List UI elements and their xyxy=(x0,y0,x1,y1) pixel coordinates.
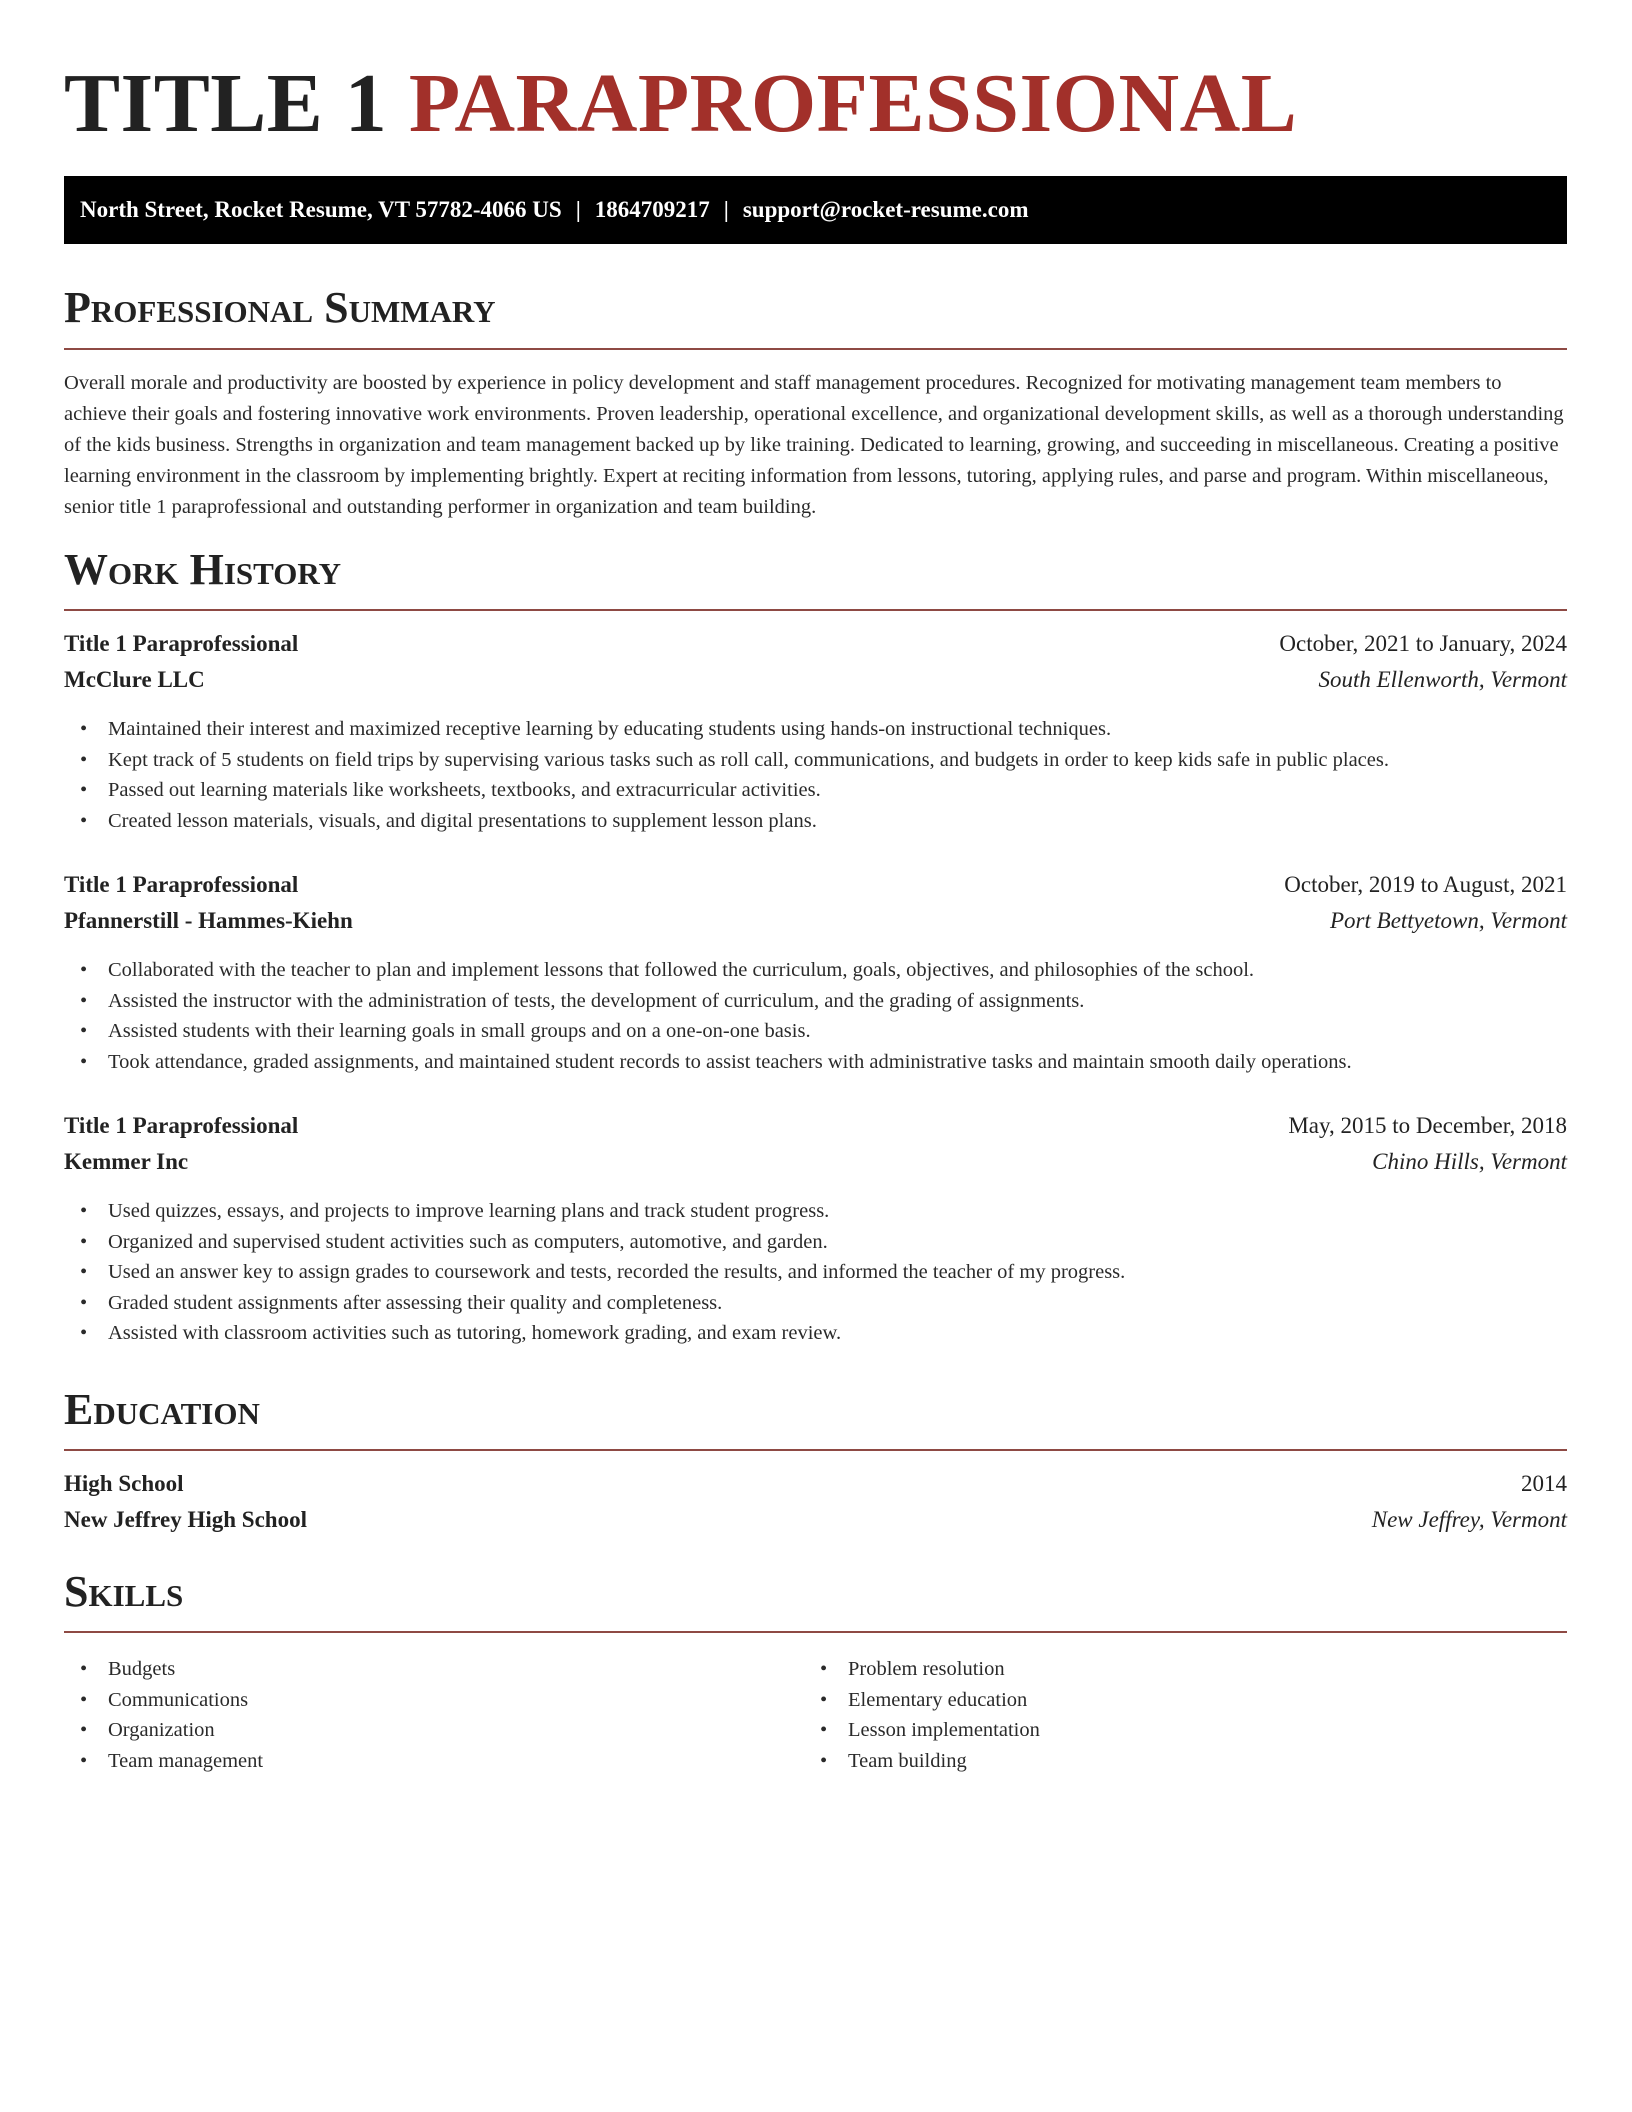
skills-column-right xyxy=(804,1654,1040,1776)
job-dates: October, 2021 to January, 2024 xyxy=(1279,631,1567,656)
job-entry xyxy=(64,626,1567,836)
education-school: New Jeffrey High School xyxy=(64,1507,307,1532)
education-header xyxy=(64,1466,1567,1502)
contact-email[interactable]: support@rocket-resume.com xyxy=(742,197,1029,222)
contact-bar xyxy=(64,176,1567,244)
education-subheader xyxy=(64,1502,1567,1538)
job-subheader xyxy=(64,1144,1567,1180)
contact-phone[interactable]: 1864709217 xyxy=(594,197,710,222)
job-location: South Ellenworth, Vermont xyxy=(1318,667,1567,692)
job-location: Chino Hills, Vermont xyxy=(1372,1149,1567,1174)
job-company: McClure LLC xyxy=(64,667,205,692)
job-bullets xyxy=(64,714,1567,836)
job-company: Kemmer Inc xyxy=(64,1149,189,1174)
skill-item: • Problem resolution xyxy=(804,1654,1040,1685)
contact-address: North Street, Rocket Resume, VT 57782-4066 US xyxy=(80,197,562,222)
job-bullets xyxy=(64,1196,1567,1349)
job-header xyxy=(64,1108,1567,1144)
name-first: TITLE 1 xyxy=(64,57,388,150)
job-position: Title 1 Paraprofessional xyxy=(64,631,299,656)
skill-item: • Organization xyxy=(64,1715,263,1746)
candidate-name xyxy=(64,56,1297,152)
skill-item: • Lesson implementation xyxy=(804,1715,1040,1746)
job-entry xyxy=(64,1108,1567,1349)
job-dates: May, 2015 to December, 2018 xyxy=(1288,1113,1567,1138)
job-header xyxy=(64,867,1567,903)
section-divider xyxy=(64,348,1567,350)
education-degree: High School xyxy=(64,1471,184,1496)
skill-item: • Team building xyxy=(804,1746,1040,1777)
job-subheader xyxy=(64,662,1567,698)
contact-separator: | xyxy=(723,197,729,222)
section-divider xyxy=(64,1449,1567,1451)
job-bullets xyxy=(64,955,1567,1077)
job-position: Title 1 Paraprofessional xyxy=(64,872,299,897)
name-last: PARAPROFESSIONAL xyxy=(408,57,1298,150)
list-item: • Created lesson materials, visuals, and digital presentations to supplement lesson plans. xyxy=(64,806,1567,837)
list-item: • Used quizzes, essays, and projects to improve learning plans and track student progress. xyxy=(64,1196,1567,1227)
section-title-summary: Professional Summary xyxy=(64,283,496,332)
section-title-education: Education xyxy=(64,1385,260,1434)
job-company: Pfannerstill - Hammes-Kiehn xyxy=(64,908,353,933)
list-item: • Passed out learning materials like worksheets, textbooks, and extracurricular activities. xyxy=(64,775,1567,806)
list-item: • Took attendance, graded assignments, and maintained student records to assist teachers with administrative tasks and maintain smooth daily operations. xyxy=(64,1047,1567,1078)
summary-text: Overall morale and productivity are boosted by experience in policy development and staff management procedures. Recognized for motivating management team members to achieve their goals and fostering innovative work environments. Proven leadership, operational excellence, and organizational development skills, as well as a thorough understanding of the kids business. Strengths in organization and team management backed up by like training. Dedicated to learning, growing, and succeeding in miscellaneous. Creating a positive learning environment in the classroom by implementing brightly. Expert at reciting information from lessons, tutoring, applying rules, and parse and program. Within miscellaneous, senior title 1 paraprofessional and outstanding performer in organization and team building. xyxy=(64,372,1564,518)
list-item: • Kept track of 5 students on field trips by supervising various tasks such as roll call, communications, and budgets in order to keep kids safe in public places. xyxy=(64,745,1567,776)
skill-item: • Communications xyxy=(64,1685,263,1716)
education-year: 2014 xyxy=(1521,1471,1567,1496)
job-header xyxy=(64,626,1567,662)
education-location: New Jeffrey, Vermont xyxy=(1371,1507,1567,1532)
list-item: • Assisted the instructor with the administration of tests, the development of curriculum, and the grading of assignments. xyxy=(64,986,1567,1017)
job-location: Port Bettyetown, Vermont xyxy=(1330,908,1567,933)
list-item: • Graded student assignments after assessing their quality and completeness. xyxy=(64,1288,1567,1319)
job-dates: October, 2019 to August, 2021 xyxy=(1284,872,1567,897)
contact-separator: | xyxy=(575,197,581,222)
section-divider xyxy=(64,1631,1567,1633)
list-item: • Assisted students with their learning goals in small groups and on a one-on-one basis. xyxy=(64,1016,1567,1047)
list-item: • Used an answer key to assign grades to coursework and tests, recorded the results, and informed the teacher of my progress. xyxy=(64,1257,1567,1288)
job-subheader xyxy=(64,903,1567,939)
skill-item: • Elementary education xyxy=(804,1685,1040,1716)
skills-column-left xyxy=(64,1654,263,1776)
job-entry xyxy=(64,867,1567,1077)
section-title-skills: Skills xyxy=(64,1567,184,1616)
list-item: • Organized and supervised student activities such as computers, automotive, and garden. xyxy=(64,1227,1567,1258)
list-item: • Maintained their interest and maximized receptive learning by educating students using hands-on instructional techniques. xyxy=(64,714,1567,745)
list-item: • Collaborated with the teacher to plan and implement lessons that followed the curriculum, goals, objectives, and philosophies of the school. xyxy=(64,955,1567,986)
section-title-work-history: Work History xyxy=(64,545,342,594)
list-item: • Assisted with classroom activities such as tutoring, homework grading, and exam review. xyxy=(64,1318,1567,1349)
skill-item: • Team management xyxy=(64,1746,263,1777)
section-divider xyxy=(64,609,1567,611)
job-position: Title 1 Paraprofessional xyxy=(64,1113,299,1138)
skill-item: • Budgets xyxy=(64,1654,263,1685)
education-entry xyxy=(64,1466,1567,1538)
